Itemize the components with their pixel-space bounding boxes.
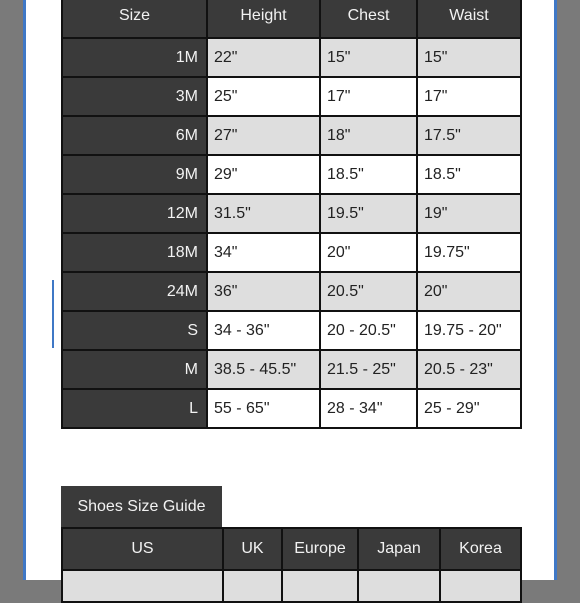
height-value: 36" (207, 272, 320, 311)
shoe-cell (223, 570, 282, 602)
table-row (62, 194, 521, 233)
size-label: 12M (62, 194, 207, 233)
size-label: 24M (62, 272, 207, 311)
chest-value: 20" (320, 233, 417, 272)
chest-value: 17" (320, 77, 417, 116)
shoes-size-guide-title: Shoes Size Guide (61, 486, 222, 528)
waist-value: 25 - 29" (417, 389, 521, 428)
table-row (62, 272, 521, 311)
table-row (62, 570, 521, 602)
size-label: 9M (62, 155, 207, 194)
header-size: Size (62, 0, 207, 38)
size-label: 1M (62, 38, 207, 77)
header-europe: Europe (282, 528, 358, 570)
size-label: M (62, 350, 207, 389)
size-label: 3M (62, 77, 207, 116)
waist-value: 15" (417, 38, 521, 77)
size-label: 6M (62, 116, 207, 155)
table-row (62, 389, 521, 428)
background-input-edge (52, 280, 58, 348)
height-value: 34 - 36" (207, 311, 320, 350)
height-value: 27" (207, 116, 320, 155)
chest-value: 19.5" (320, 194, 417, 233)
header-uk: UK (223, 528, 282, 570)
chest-value: 18" (320, 116, 417, 155)
waist-value: 18.5" (417, 155, 521, 194)
height-value: 55 - 65" (207, 389, 320, 428)
waist-value: 17" (417, 77, 521, 116)
height-value: 25" (207, 77, 320, 116)
shoes-size-table (61, 527, 522, 603)
waist-value: 20" (417, 272, 521, 311)
table-row (62, 116, 521, 155)
shoes-header-row (62, 528, 521, 570)
waist-value: 17.5" (417, 116, 521, 155)
chest-value: 15" (320, 38, 417, 77)
size-label: S (62, 311, 207, 350)
header-japan: Japan (358, 528, 440, 570)
waist-value: 19.75" (417, 233, 521, 272)
table-row (62, 233, 521, 272)
height-value: 34" (207, 233, 320, 272)
size-guide-table (61, 0, 522, 429)
chest-value: 20 - 20.5" (320, 311, 417, 350)
header-waist: Waist (417, 0, 521, 38)
chest-value: 18.5" (320, 155, 417, 194)
header-chest: Chest (320, 0, 417, 38)
shoe-cell (358, 570, 440, 602)
height-value: 38.5 - 45.5" (207, 350, 320, 389)
header-height: Height (207, 0, 320, 38)
height-value: 29" (207, 155, 320, 194)
shoe-cell (440, 570, 521, 602)
size-label: 18M (62, 233, 207, 272)
table-row (62, 38, 521, 77)
height-value: 22" (207, 38, 320, 77)
chest-value: 28 - 34" (320, 389, 417, 428)
size-guide-header-row (62, 0, 521, 38)
size-label: L (62, 389, 207, 428)
waist-value: 19.75 - 20" (417, 311, 521, 350)
header-korea: Korea (440, 528, 521, 570)
shoe-cell (282, 570, 358, 602)
table-row (62, 155, 521, 194)
table-row (62, 350, 521, 389)
shoe-cell (62, 570, 223, 602)
chest-value: 21.5 - 25" (320, 350, 417, 389)
background-frame-right-edge (554, 0, 557, 580)
header-us: US (62, 528, 223, 570)
height-value: 31.5" (207, 194, 320, 233)
waist-value: 19" (417, 194, 521, 233)
table-row (62, 77, 521, 116)
chest-value: 20.5" (320, 272, 417, 311)
table-row (62, 311, 521, 350)
waist-value: 20.5 - 23" (417, 350, 521, 389)
